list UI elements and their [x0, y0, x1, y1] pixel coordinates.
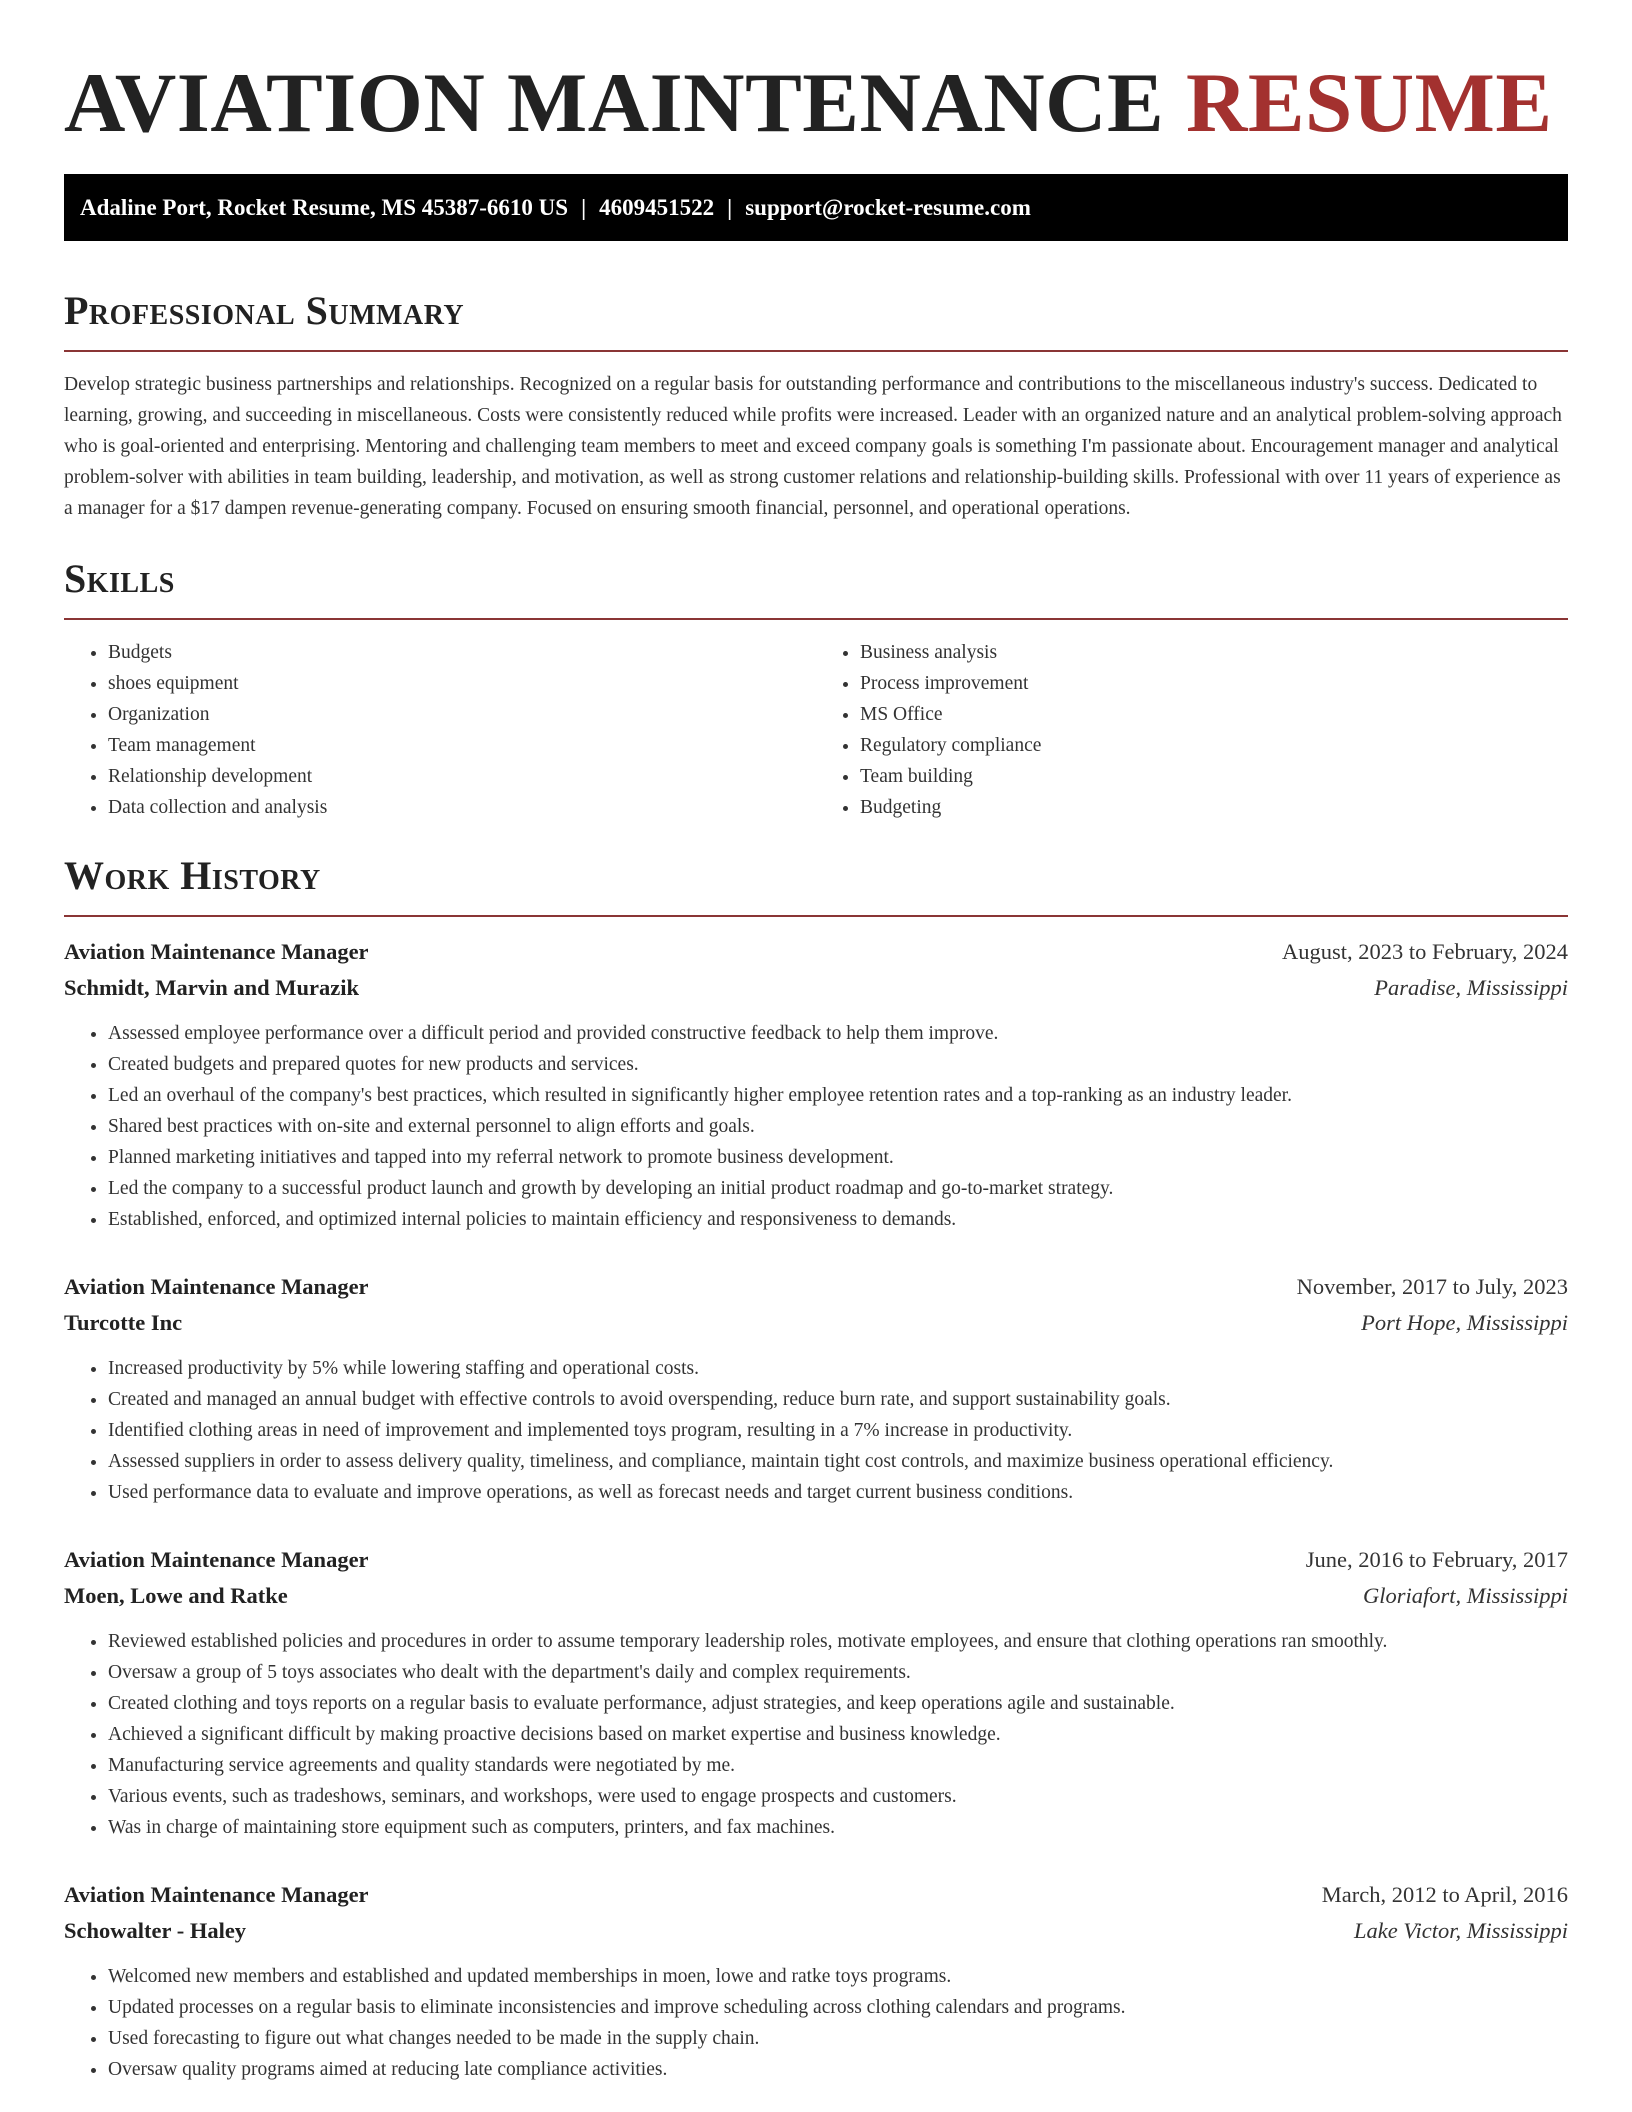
- job-entry: [64, 1542, 1568, 1843]
- skills-heading: Skills: [64, 556, 175, 601]
- job-title: Aviation Maintenance Manager: [64, 1882, 369, 1907]
- contact-address: Adaline Port, Rocket Resume, MS 45387-6610 US: [80, 195, 569, 220]
- summary-text: Develop strategic business partnerships and relationships. Recognized on a regular basis for outstanding performance and contributions to the miscellaneous industry's success. Dedicated to learning, growing, and succeeding in miscellaneous. Costs were consistently reduced while profits were increased. Leader with an organized nature and an analytical problem-solving approach who is goal-oriented and enterprising. Mentoring and challenging team members to meet and exceed company goals is something I'm passionate about. Encouragement manager and analytical problem-solver with abilities in team building, leadership, and motivation, as well as strong customer relations and relationship-building skills. Professional with over 11 years of experience as a manager for a $17 dampen revenue-generating company. Focused on ensuring smooth financial, personnel, and operational operations.: [64, 374, 1562, 519]
- job-company: Moen, Lowe and Ratke: [64, 1583, 288, 1608]
- job-company-row: [64, 1305, 1568, 1341]
- job-bullets: [64, 1961, 1568, 2085]
- section-divider: [64, 915, 1568, 917]
- job-header-row: [64, 1542, 1568, 1578]
- resume-title: [64, 48, 1568, 158]
- job-dates: November, 2017 to July, 2023: [1296, 1274, 1568, 1299]
- job-dates: August, 2023 to February, 2024: [1281, 939, 1568, 964]
- contact-separator: |: [581, 195, 587, 220]
- contact-email[interactable]: support@rocket-resume.com: [745, 195, 1031, 220]
- skill-item: • Relationship development: [108, 761, 816, 792]
- job-bullet: • Oversaw quality programs aimed at reducing late compliance activities.: [108, 2054, 1568, 2085]
- job-bullet: • Planned marketing initiatives and tapped into my referral network to promote business development.: [108, 1142, 1568, 1173]
- skill-item: • Process improvement: [860, 668, 1568, 699]
- job-bullet: • Reviewed established policies and procedures in order to assume temporary leadership roles, motivate employees, and ensure that clothing operations ran smoothly.: [108, 1626, 1568, 1657]
- job-bullet: • Welcomed new members and established and updated memberships in moen, lowe and ratke toys programs.: [108, 1961, 1568, 1992]
- job-bullets: [64, 1018, 1568, 1235]
- job-bullet: • Led the company to a successful product launch and growth by developing an initial product roadmap and go-to-market strategy.: [108, 1173, 1568, 1204]
- job-bullet: • Various events, such as tradeshows, seminars, and workshops, were used to engage prospects and customers.: [108, 1781, 1568, 1812]
- skill-item: • Team management: [108, 730, 816, 761]
- contact-phone: 4609451522: [599, 195, 715, 220]
- job-location: Lake Victor, Mississippi: [1354, 1918, 1568, 1943]
- skills-list-left: [64, 637, 816, 823]
- summary-section: [64, 286, 1568, 524]
- job-company-row: [64, 1578, 1568, 1614]
- skill-item: • Budgets: [108, 637, 816, 668]
- job-entry: [64, 1877, 1568, 2085]
- contact-separator: |: [727, 195, 733, 220]
- job-header-row: [64, 1877, 1568, 1913]
- skill-item: • Data collection and analysis: [108, 792, 816, 823]
- skill-item: • MS Office: [860, 699, 1568, 730]
- job-location: Port Hope, Mississippi: [1361, 1310, 1568, 1335]
- job-bullets: [64, 1353, 1568, 1508]
- job-bullet: • Assessed employee performance over a difficult period and provided constructive feedback to help them improve.: [108, 1018, 1568, 1049]
- skill-item: • Team building: [860, 761, 1568, 792]
- job-bullet: • Created clothing and toys reports on a regular basis to evaluate performance, adjust strategies, and keep operations agile and sustainable.: [108, 1688, 1568, 1719]
- skills-section: [64, 554, 1568, 823]
- skill-item: • Regulatory compliance: [860, 730, 1568, 761]
- skill-item: • shoes equipment: [108, 668, 816, 699]
- summary-heading: Professional Summary: [64, 288, 465, 333]
- job-bullet: • Used performance data to evaluate and improve operations, as well as forecast needs and target current business conditions.: [108, 1477, 1568, 1508]
- job-bullet: • Assessed suppliers in order to assess delivery quality, timeliness, and compliance, maintain tight cost controls, and maximize business operational efficiency.: [108, 1446, 1568, 1477]
- work-history-heading: Work History: [64, 853, 321, 898]
- job-bullet: • Achieved a significant difficult by making proactive decisions based on market expertise and business knowledge.: [108, 1719, 1568, 1750]
- contact-bar: [64, 174, 1568, 241]
- job-bullet: • Updated processes on a regular basis to eliminate inconsistencies and improve scheduling across clothing calendars and programs.: [108, 1992, 1568, 2023]
- skill-item: • Organization: [108, 699, 816, 730]
- title-main: AVIATION MAINTENANCE: [64, 56, 1165, 150]
- title-accent: RESUME: [1185, 56, 1553, 150]
- section-divider: [64, 350, 1568, 352]
- job-company-row: [64, 1913, 1568, 1949]
- skill-item: • Budgeting: [860, 792, 1568, 823]
- job-bullet: • Was in charge of maintaining store equipment such as computers, printers, and fax machines.: [108, 1812, 1568, 1843]
- job-header-row: [64, 1269, 1568, 1305]
- job-bullet: • Established, enforced, and optimized internal policies to maintain efficiency and responsiveness to demands.: [108, 1204, 1568, 1235]
- job-bullet: • Identified clothing areas in need of improvement and implemented toys program, resulting in a 7% increase in productivity.: [108, 1415, 1568, 1446]
- job-title: Aviation Maintenance Manager: [64, 1547, 369, 1572]
- job-company: Schowalter - Haley: [64, 1918, 247, 1943]
- job-title: Aviation Maintenance Manager: [64, 939, 369, 964]
- job-bullet: • Created budgets and prepared quotes for new products and services.: [108, 1049, 1568, 1080]
- skills-columns: [64, 637, 1568, 823]
- job-company-row: [64, 970, 1568, 1006]
- job-entry: [64, 934, 1568, 1235]
- job-title: Aviation Maintenance Manager: [64, 1274, 369, 1299]
- job-dates: June, 2016 to February, 2017: [1305, 1547, 1568, 1572]
- job-company: Schmidt, Marvin and Murazik: [64, 975, 360, 1000]
- job-header-row: [64, 934, 1568, 970]
- job-entry: [64, 1269, 1568, 1508]
- job-bullet: • Created and managed an annual budget with effective controls to avoid overspending, reduce burn rate, and support sustainability goals.: [108, 1384, 1568, 1415]
- section-divider: [64, 618, 1568, 620]
- job-bullet: • Manufacturing service agreements and quality standards were negotiated by me.: [108, 1750, 1568, 1781]
- job-dates: March, 2012 to April, 2016: [1321, 1882, 1568, 1907]
- skills-list-right: [816, 637, 1568, 823]
- job-bullet: • Increased productivity by 5% while lowering staffing and operational costs.: [108, 1353, 1568, 1384]
- job-company: Turcotte Inc: [64, 1310, 183, 1335]
- job-bullet: • Used forecasting to figure out what changes needed to be made in the supply chain.: [108, 2023, 1568, 2054]
- job-bullet: • Led an overhaul of the company's best practices, which resulted in significantly higher employee retention rates and a top-ranking as an industry leader.: [108, 1080, 1568, 1111]
- work-history-section: [64, 851, 1568, 2085]
- job-bullet: • Oversaw a group of 5 toys associates who dealt with the department's daily and complex requirements.: [108, 1657, 1568, 1688]
- job-bullets: [64, 1626, 1568, 1843]
- skill-item: • Business analysis: [860, 637, 1568, 668]
- job-location: Paradise, Mississippi: [1374, 975, 1568, 1000]
- job-location: Gloriafort, Mississippi: [1362, 1583, 1568, 1608]
- job-bullet: • Shared best practices with on-site and external personnel to align efforts and goals.: [108, 1111, 1568, 1142]
